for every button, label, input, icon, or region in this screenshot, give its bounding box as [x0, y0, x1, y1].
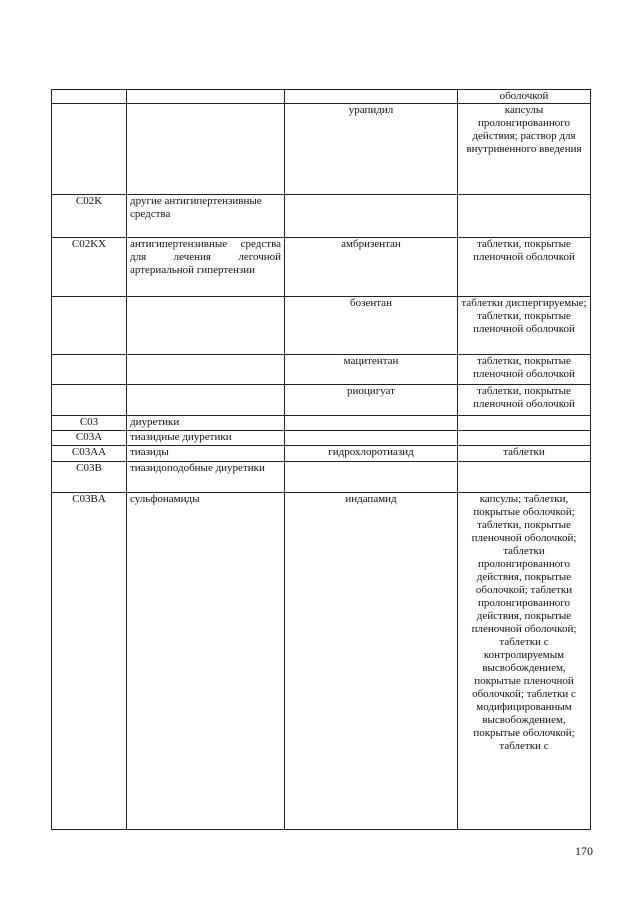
group-name-cell [127, 355, 285, 385]
table-row [52, 416, 591, 431]
atc-code-cell [52, 297, 127, 355]
group-name-cell [127, 104, 285, 195]
atc-code-cell: C02KX [52, 238, 127, 297]
table-row [52, 355, 591, 385]
dosage-form-cell [458, 462, 591, 493]
drug-name-cell: риоцигуат [285, 385, 458, 416]
group-name-cell: диуретики [127, 416, 285, 431]
table-row [52, 462, 591, 493]
drug-name-cell: бозентан [285, 297, 458, 355]
atc-code-cell [52, 355, 127, 385]
table-row [52, 385, 591, 416]
drug-name-cell [285, 90, 458, 104]
group-name-cell [127, 90, 285, 104]
atc-code-cell: C03 [52, 416, 127, 431]
drug-name-cell [285, 431, 458, 446]
atc-code-cell: C02K [52, 195, 127, 238]
dosage-form-cell: капсулы пролонгированного действия; раствор для внутривенного введения [458, 104, 591, 195]
atc-code-cell: C03AA [52, 446, 127, 462]
table-row [52, 431, 591, 446]
drug-name-cell [285, 462, 458, 493]
drug-name-cell [285, 195, 458, 238]
drug-name-cell: урапидил [285, 104, 458, 195]
group-name-cell: сульфонамиды [127, 493, 285, 830]
dosage-form-cell [458, 416, 591, 431]
atc-code-cell: C03BA [52, 493, 127, 830]
table-row [52, 104, 591, 195]
dosage-form-cell: таблетки диспергируемые; таблетки, покрытые пленочной оболочкой [458, 297, 591, 355]
table-row [52, 195, 591, 238]
atc-code-cell [52, 90, 127, 104]
group-name-cell: другие антигипертензивные средства [127, 195, 285, 238]
group-name-cell [127, 297, 285, 355]
atc-code-cell: C03A [52, 431, 127, 446]
page-number: 170 [575, 844, 593, 858]
dosage-form-cell: таблетки, покрытые пленочной оболочкой [458, 238, 591, 297]
drug-table [51, 89, 591, 830]
dosage-form-cell: оболочкой [458, 90, 591, 104]
group-name-cell [127, 385, 285, 416]
group-name-cell: тиазидные диуретики [127, 431, 285, 446]
dosage-form-cell: таблетки, покрытые пленочной оболочкой [458, 385, 591, 416]
table-row [52, 238, 591, 297]
dosage-form-cell: таблетки [458, 446, 591, 462]
atc-code-cell [52, 104, 127, 195]
atc-code-cell [52, 385, 127, 416]
group-name-cell: тиазидоподобные диуретики [127, 462, 285, 493]
atc-code-cell: C03B [52, 462, 127, 493]
table-row [52, 90, 591, 104]
group-name-cell: тиазиды [127, 446, 285, 462]
dosage-form-cell: капсулы; таблетки, покрытые оболочкой; таблетки, покрытые пленочной оболочкой; таблетки пролонгированного действия, покрытые оболочкой; таблетки пролонгированного действия, покрытые пленочной оболочкой; таблетки с контролируемым высвобождением, покрытые пленочной оболочкой; таблетки с модифицированным высвобождением, покрытые оболочкой; таблетки с [458, 493, 591, 830]
table-row [52, 297, 591, 355]
group-name-cell: антигипертензивные средства для лечения легочной артериальной гипертензии [127, 238, 285, 297]
dosage-form-cell [458, 431, 591, 446]
drug-name-cell: мацитентан [285, 355, 458, 385]
dosage-form-cell: таблетки, покрытые пленочной оболочкой [458, 355, 591, 385]
drug-name-cell: гидрохлоротиазид [285, 446, 458, 462]
drug-name-cell: индапамид [285, 493, 458, 830]
dosage-form-cell [458, 195, 591, 238]
table-row [52, 493, 591, 830]
drug-name-cell: амбризентан [285, 238, 458, 297]
table-row [52, 446, 591, 462]
drug-name-cell [285, 416, 458, 431]
